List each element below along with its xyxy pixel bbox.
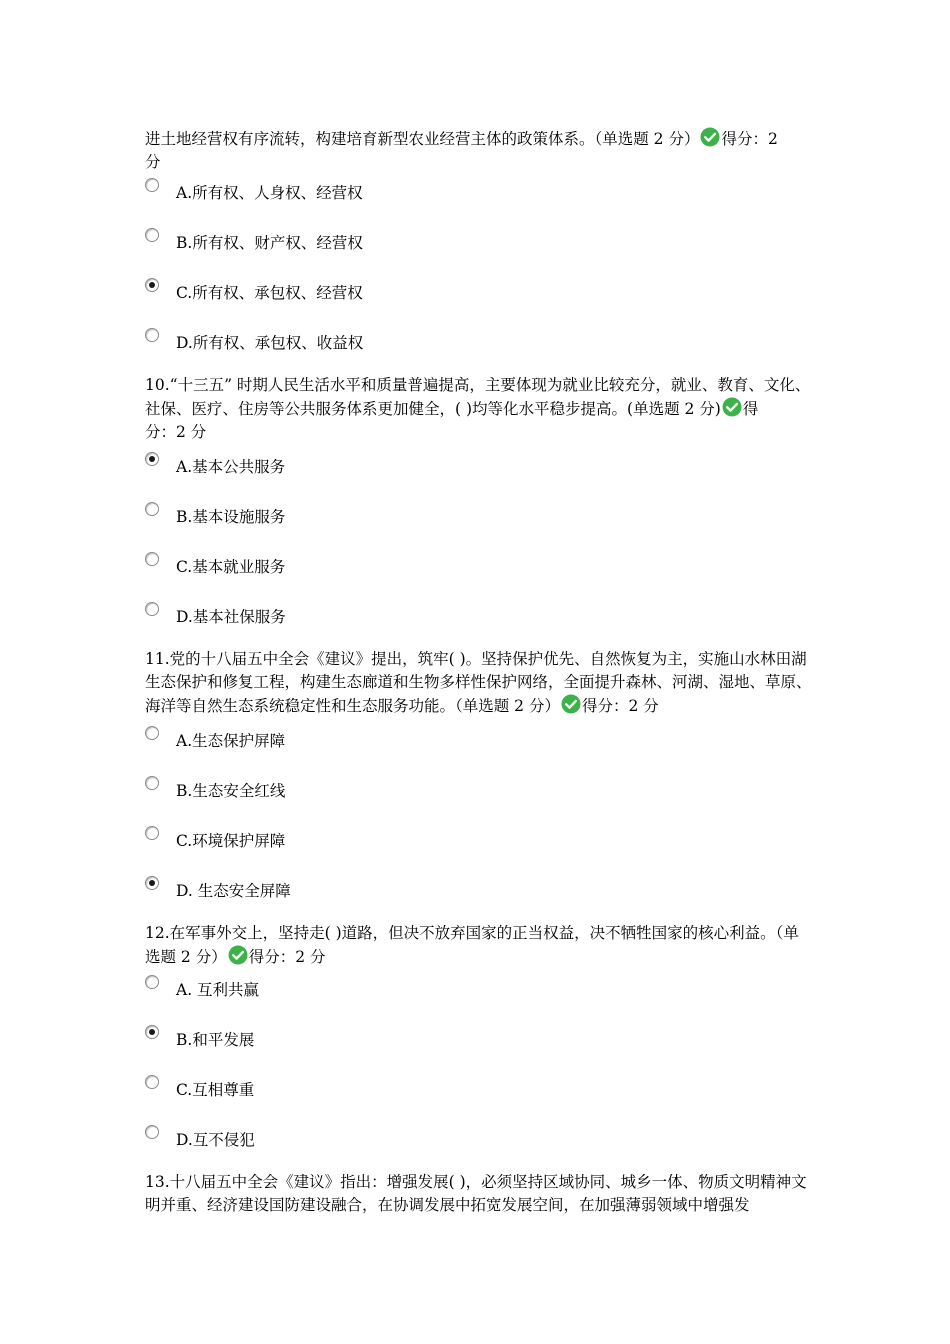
radio-button[interactable] xyxy=(145,776,159,790)
question-text: 11.党的十八届五中全会《建议》提出，筑牢( )。坚持保护优先、自然恢复为主，实施山水林田湖生态保护和修复工程，构建生态廊道和生物多样性保护网络，全面提升森林、河湖、湿地、草原、海洋等自然生态系统稳定性和生态服务功能。（单选题 2 分） xyxy=(145,650,812,715)
option-label: C.环境保护屏障 xyxy=(176,832,286,850)
option-label: B.所有权、财产权、经营权 xyxy=(176,234,363,252)
radio-button-selected[interactable] xyxy=(145,452,159,466)
check-circle-icon xyxy=(228,945,248,965)
option-label: C.所有权、承包权、经营权 xyxy=(176,284,363,302)
question-text: 12.在军事外交上，坚持走( )道路，但决不放弃国家的正当权益，决不牺牲国家的核心利益。（单选题 2 分） xyxy=(145,924,799,966)
option-label: A.生态保护屏障 xyxy=(176,732,286,750)
option-label: B.生态安全红线 xyxy=(176,782,286,800)
radio-button[interactable] xyxy=(145,328,159,342)
option-label: C.基本就业服务 xyxy=(176,558,286,576)
option-label: A. 互利共赢 xyxy=(176,981,260,999)
question-10-stem xyxy=(145,374,813,444)
check-circle-icon xyxy=(700,127,720,147)
radio-button[interactable] xyxy=(145,1075,159,1089)
radio-button[interactable] xyxy=(145,228,159,242)
question-12-stem xyxy=(145,922,813,969)
score-text: 得分：2 分 xyxy=(581,697,659,715)
check-circle-icon xyxy=(722,397,742,417)
score-text: 得分：2 分 xyxy=(248,948,326,966)
option-label: C.互相尊重 xyxy=(176,1081,255,1099)
radio-button[interactable] xyxy=(145,502,159,516)
question-text: 10.“十三五” 时期人民生活水平和质量普遍提高，主要体现为就业比较充分，就业、教育、文化、社保、医疗、住房等公共服务体系更加健全，( )均等化水平稳步提高。(单选题 2 分) xyxy=(145,376,811,418)
option-label: B.和平发展 xyxy=(176,1031,255,1049)
radio-button[interactable] xyxy=(145,552,159,566)
option-label: B.基本设施服务 xyxy=(176,508,286,526)
option-label: D.互不侵犯 xyxy=(176,1131,255,1149)
radio-button[interactable] xyxy=(145,602,159,616)
option-label: D.基本社保服务 xyxy=(176,608,286,626)
question-11-stem xyxy=(145,648,813,718)
question-9-stem xyxy=(145,127,813,174)
radio-button-selected[interactable] xyxy=(145,278,159,292)
radio-button-selected[interactable] xyxy=(145,876,159,890)
option-label: D. 生态安全屏障 xyxy=(176,882,291,900)
radio-button-selected[interactable] xyxy=(145,1025,159,1039)
score-text-tail: 分：2 分 xyxy=(145,423,207,441)
score-text: 得 xyxy=(742,400,759,418)
option-label: D.所有权、承包权、收益权 xyxy=(176,334,364,352)
option-label: A.基本公共服务 xyxy=(176,458,286,476)
radio-button[interactable] xyxy=(145,726,159,740)
score-text: 得分：2 xyxy=(721,130,778,148)
radio-button[interactable] xyxy=(145,826,159,840)
radio-button[interactable] xyxy=(145,1125,159,1139)
question-13-stem xyxy=(145,1171,813,1217)
question-text: 13.十八届五中全会《建议》指出：增强发展( )，必须坚持区域协同、城乡一体、物质文明精神文明并重、经济建设国防建设融合，在协调发展中拓宽发展空间，在加强薄弱领域中增强发 xyxy=(145,1173,807,1214)
option-label: A.所有权、人身权、经营权 xyxy=(176,184,363,202)
score-text-tail: 分 xyxy=(145,153,161,171)
question-text: 进土地经营权有序流转，构建培育新型农业经营主体的政策体系。（单选题 2 分） xyxy=(145,130,700,148)
radio-button[interactable] xyxy=(145,178,159,192)
check-circle-icon xyxy=(561,694,581,714)
radio-button[interactable] xyxy=(145,975,159,989)
